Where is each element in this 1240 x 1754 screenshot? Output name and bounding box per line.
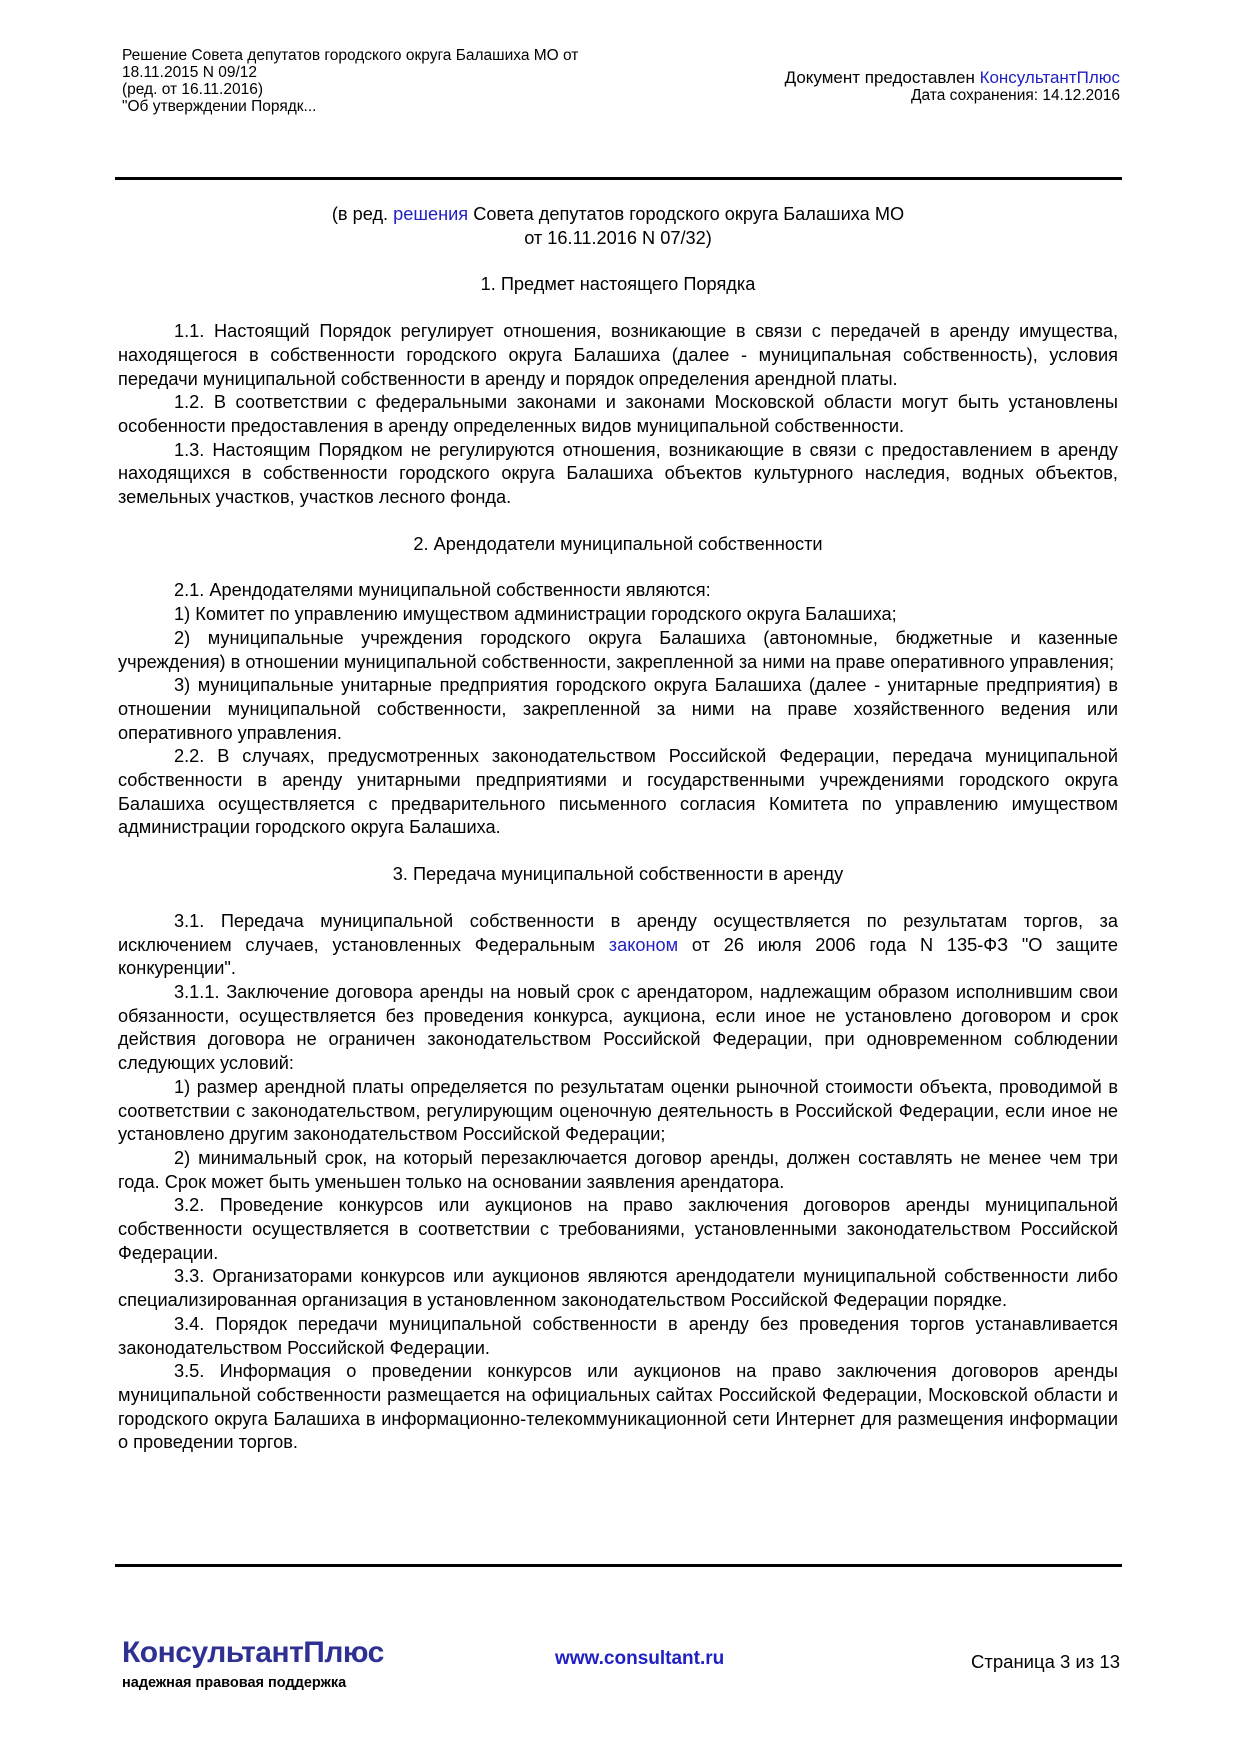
header-divider: [115, 177, 1122, 180]
document-provider-info: [785, 69, 1120, 105]
edition-prefix: (в ред.: [331, 204, 394, 224]
website-link[interactable]: www.consultant.ru: [555, 1648, 725, 1669]
consultant-link[interactable]: КонсультантПлюс: [979, 68, 1120, 87]
paragraph: 1.1. Настоящий Порядок регулирует отношения, возникающие в связи с передачей в аренду имущества, находящегося в собственности городского округа Балашиха (далее - муниципальная собственность), условия передачи муниципальной собственности в аренду и порядок определения арендной платы.: [118, 321, 1118, 389]
page-number: Страница 3 из 13: [971, 1651, 1120, 1672]
header-line: (ред. от 16.11.2016): [122, 81, 263, 98]
paragraph: 2) муниципальные учреждения городского округа Балашиха (автономные, бюджетные и казенные учреждения) в отношении муниципальной собственности, закрепленной за ними на праве оперативного управления;: [118, 627, 1118, 672]
section-heading: 1. Предмет настоящего Порядка: [480, 274, 756, 295]
paragraph: 3.5. Информация о проведении конкурсов или аукционов на право заключения договоров аренды муниципальной собственности размещается на официальных сайтах Российской Федерации, Московской области и городского округа Балашиха в информационно-телекоммуникационной сети Интернет для размещения информации о проведении торгов.: [118, 1361, 1118, 1453]
p31-text-end: от 26 июля 2006 года N 135-ФЗ "О защите конкуренции".: [118, 934, 1118, 979]
decision-link[interactable]: решения: [393, 204, 469, 224]
provided-label: Документ предоставлен: [784, 68, 980, 87]
paragraph: 3) муниципальные унитарные предприятия городского округа Балашиха (далее - унитарные предприятия) в отношении муниципальной собственности, закрепленной за ними на праве хозяйственного ведения или оперативного управления.: [118, 675, 1118, 743]
logo-tagline: надежная правовая поддержка: [122, 1675, 347, 1691]
paragraph: 2.1. Арендодателями муниципальной собственности являются:: [174, 580, 711, 601]
paragraph: 3.4. Порядок передачи муниципальной собственности в аренду без проведения торгов устанавливается законодательством Российской Федерации.: [118, 1313, 1118, 1358]
section-heading: 2. Арендодатели муниципальной собственности: [413, 533, 823, 554]
header-line: Решение Совета депутатов городского округа Балашиха МО от: [122, 47, 579, 64]
p31-text: 3.1. Передача муниципальной собственности в аренду осуществляется по результатам торгов, за исключением случаев, установленных Федеральным: [118, 910, 1118, 955]
document-body: [118, 203, 1118, 1455]
section-heading: 3. Передача муниципальной собственности в аренду: [392, 864, 844, 885]
header-line: 18.11.2015 N 09/12: [122, 64, 258, 81]
document-header-title: [122, 47, 578, 115]
save-date: Дата сохранения: 14.12.2016: [911, 87, 1120, 104]
paragraph: 2) минимальный срок, на который перезаключается договор аренды, должен составлять не менее чем три года. Срок может быть уменьшен только на основании заявления арендатора.: [118, 1147, 1118, 1192]
edition-suffix: Совета депутатов городского округа Балашиха МО: [468, 204, 905, 224]
footer-divider: [115, 1564, 1122, 1567]
consultant-logo: КонсультантПлюс: [122, 1636, 384, 1669]
paragraph: 3.2. Проведение конкурсов или аукционов на право заключения договоров аренды муниципальной собственности осуществляется в соответствии с требованиями, установленными законодательством Российской Федерации.: [118, 1195, 1118, 1263]
paragraph: 1.2. В соответствии с федеральными законами и законами Московской области могут быть установлены особенности предоставления в аренду определенных видов муниципальной собственности.: [118, 392, 1118, 436]
paragraph: 3.3. Организаторами конкурсов или аукционов являются арендодатели муниципальной собственности либо специализированная организация в установленном законодательством Российской Федерации порядке.: [118, 1266, 1118, 1311]
paragraph: 1) размер арендной платы определяется по результатам оценки рыночной стоимости объекта, проводимой в соответствии с законодательством, регулирующим оценочную деятельность в Российской Федерации, если иное не установлено другим законодательством Российской Федерации;: [118, 1076, 1118, 1145]
paragraph: 1) Комитет по управлению имуществом администрации городского округа Балашиха;: [174, 604, 897, 625]
edition-note: [118, 203, 1118, 227]
paragraph: 2.2. В случаях, предусмотренных законодательством Российской Федерации, передача муниципальной собственности в аренду унитарными предприятиями и государственными учреждениями городского округа Балашиха осуществляется с предварительного письменного согласия Комитета по управлению имуществом администрации городского округа Балашиха.: [118, 746, 1118, 838]
paragraph-3-1: [118, 910, 1118, 981]
paragraph: 1.3. Настоящим Порядком не регулируются отношения, возникающие в связи с предоставлением в аренду находящихся в собственности городского округа Балашиха объектов культурного наследия, водных объектов, земельных участков, участков лесного фонда.: [118, 439, 1118, 508]
law-link[interactable]: законом: [608, 934, 679, 955]
edition-note-line2: от 16.11.2016 N 07/32): [524, 227, 712, 248]
header-line: "Об утверждении Порядк...: [122, 98, 317, 115]
paragraph: 3.1.1. Заключение договора аренды на новый срок с арендатором, надлежащим образом исполнившим свои обязанности, осуществляется без проведения конкурса, аукциона, если иное не установлено договором и срок действия договора не ограничен законодательством Российской Федерации, при одновременном соблюдении следующих условий:: [118, 981, 1118, 1074]
